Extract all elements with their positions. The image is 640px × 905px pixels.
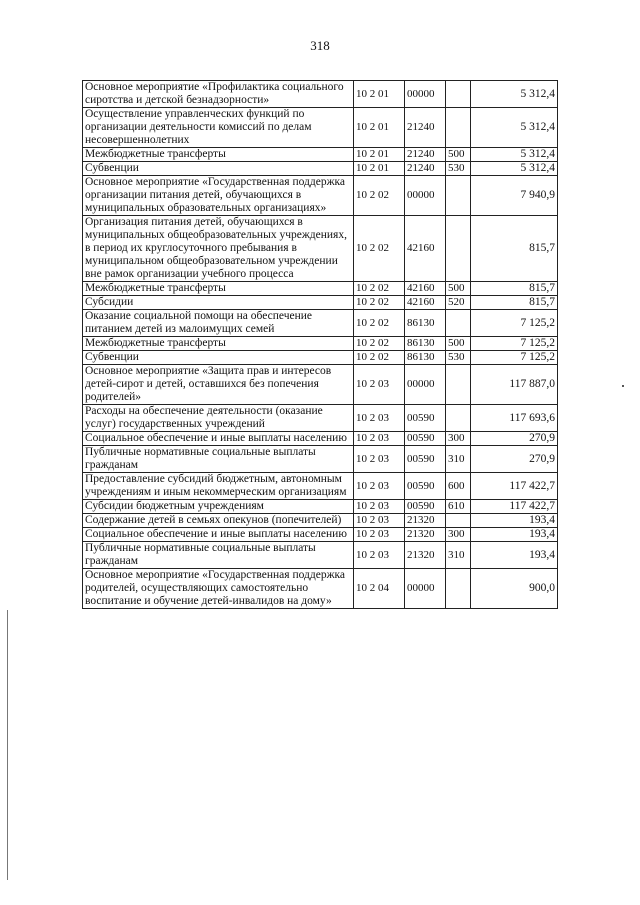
row-name-cell: Межбюджетные трансферты xyxy=(83,148,354,162)
row-type-cell xyxy=(446,108,471,148)
row-name-cell: Субвенции xyxy=(83,162,354,176)
row-name-cell: Осуществление управленческих функций по организации деятельности комиссий по делам несовершеннолетних xyxy=(83,108,354,148)
table-row xyxy=(83,296,558,310)
row-name-cell: Публичные нормативные социальные выплаты гражданам xyxy=(83,446,354,473)
row-name-cell: Основное мероприятие «Государственная поддержка организации питания детей, обучающихся в муниципальных образовательных организациях» xyxy=(83,176,354,216)
row-number-cell: 00590 xyxy=(405,500,446,514)
table-row xyxy=(83,446,558,473)
row-number-cell: 21320 xyxy=(405,528,446,542)
row-code-cell: 10 2 03 xyxy=(354,365,405,405)
row-code-cell: 10 2 03 xyxy=(354,514,405,528)
row-name-cell: Межбюджетные трансферты xyxy=(83,337,354,351)
budget-table xyxy=(82,80,558,609)
row-amount-cell: 5 312,4 xyxy=(471,81,558,108)
row-type-cell xyxy=(446,216,471,282)
row-name-cell: Расходы на обеспечение деятельности (оказание услуг) государственных учреждений xyxy=(83,405,354,432)
row-name-cell: Субвенции xyxy=(83,351,354,365)
row-type-cell: 610 xyxy=(446,500,471,514)
row-type-cell: 520 xyxy=(446,296,471,310)
row-number-cell: 21240 xyxy=(405,162,446,176)
row-number-cell: 00590 xyxy=(405,446,446,473)
row-code-cell: 10 2 01 xyxy=(354,81,405,108)
row-name-cell: Основное мероприятие «Профилактика социального сиротства и детской безнадзорности» xyxy=(83,81,354,108)
row-number-cell: 42160 xyxy=(405,216,446,282)
table-row xyxy=(83,500,558,514)
row-number-cell: 86130 xyxy=(405,310,446,337)
row-type-cell xyxy=(446,81,471,108)
row-number-cell: 00000 xyxy=(405,176,446,216)
row-type-cell: 530 xyxy=(446,351,471,365)
row-amount-cell: 815,7 xyxy=(471,296,558,310)
table-row xyxy=(83,176,558,216)
row-code-cell: 10 2 02 xyxy=(354,351,405,365)
row-amount-cell: 117 422,7 xyxy=(471,500,558,514)
row-number-cell: 00000 xyxy=(405,81,446,108)
row-amount-cell: 815,7 xyxy=(471,216,558,282)
row-code-cell: 10 2 03 xyxy=(354,500,405,514)
row-name-cell: Социальное обеспечение и иные выплаты населению xyxy=(83,528,354,542)
row-type-cell: 500 xyxy=(446,282,471,296)
table-row xyxy=(83,337,558,351)
row-number-cell: 00000 xyxy=(405,365,446,405)
row-number-cell: 42160 xyxy=(405,282,446,296)
row-code-cell: 10 2 02 xyxy=(354,310,405,337)
row-number-cell: 86130 xyxy=(405,337,446,351)
row-number-cell: 42160 xyxy=(405,296,446,310)
row-type-cell: 310 xyxy=(446,542,471,569)
row-amount-cell: 270,9 xyxy=(471,446,558,473)
table-row xyxy=(83,569,558,609)
row-type-cell: 500 xyxy=(446,337,471,351)
row-amount-cell: 117 422,7 xyxy=(471,473,558,500)
row-amount-cell: 193,4 xyxy=(471,514,558,528)
row-name-cell: Субсидии xyxy=(83,296,354,310)
row-code-cell: 10 2 01 xyxy=(354,148,405,162)
row-number-cell: 86130 xyxy=(405,351,446,365)
row-amount-cell: 7 940,9 xyxy=(471,176,558,216)
row-number-cell: 21240 xyxy=(405,148,446,162)
row-name-cell: Оказание социальной помощи на обеспечение питанием детей из малоимущих семей xyxy=(83,310,354,337)
row-code-cell: 10 2 02 xyxy=(354,282,405,296)
table-row xyxy=(83,310,558,337)
row-amount-cell: 117 887,0 xyxy=(471,365,558,405)
table-row xyxy=(83,108,558,148)
row-name-cell: Предоставление субсидий бюджетным, автономным учреждениям и иным некоммерческим организациям xyxy=(83,473,354,500)
table-row xyxy=(83,528,558,542)
row-amount-cell: 815,7 xyxy=(471,282,558,296)
table-row xyxy=(83,81,558,108)
row-type-cell: 500 xyxy=(446,148,471,162)
row-amount-cell: 7 125,2 xyxy=(471,310,558,337)
row-code-cell: 10 2 04 xyxy=(354,569,405,609)
table-row xyxy=(83,351,558,365)
row-amount-cell: 900,0 xyxy=(471,569,558,609)
row-amount-cell: 270,9 xyxy=(471,432,558,446)
row-type-cell: 300 xyxy=(446,432,471,446)
row-number-cell: 21240 xyxy=(405,108,446,148)
table-row xyxy=(83,473,558,500)
row-name-cell: Основное мероприятие «Государственная поддержка родителей, осуществляющих самостоятельно воспитание и обучение детей-инвалидов на дому» xyxy=(83,569,354,609)
row-code-cell: 10 2 01 xyxy=(354,108,405,148)
row-amount-cell: 7 125,2 xyxy=(471,337,558,351)
row-number-cell: 00590 xyxy=(405,405,446,432)
row-code-cell: 10 2 02 xyxy=(354,296,405,310)
table-row xyxy=(83,148,558,162)
table-row xyxy=(83,405,558,432)
row-name-cell: Содержание детей в семьях опекунов (попечителей) xyxy=(83,514,354,528)
table-row xyxy=(83,432,558,446)
row-name-cell: Социальное обеспечение и иные выплаты населению xyxy=(83,432,354,446)
row-number-cell: 00590 xyxy=(405,432,446,446)
row-type-cell xyxy=(446,365,471,405)
table-row xyxy=(83,282,558,296)
table-row xyxy=(83,542,558,569)
row-code-cell: 10 2 02 xyxy=(354,176,405,216)
row-type-cell xyxy=(446,310,471,337)
row-number-cell: 21320 xyxy=(405,514,446,528)
scan-margin-line xyxy=(7,610,8,880)
row-code-cell: 10 2 03 xyxy=(354,405,405,432)
row-type-cell: 530 xyxy=(446,162,471,176)
row-amount-cell: 193,4 xyxy=(471,528,558,542)
row-type-cell xyxy=(446,569,471,609)
row-name-cell: Публичные нормативные социальные выплаты гражданам xyxy=(83,542,354,569)
row-code-cell: 10 2 03 xyxy=(354,446,405,473)
row-code-cell: 10 2 03 xyxy=(354,473,405,500)
row-number-cell: 21320 xyxy=(405,542,446,569)
row-type-cell xyxy=(446,405,471,432)
row-amount-cell: 117 693,6 xyxy=(471,405,558,432)
row-number-cell: 00000 xyxy=(405,569,446,609)
scan-dot xyxy=(622,385,624,387)
row-type-cell: 600 xyxy=(446,473,471,500)
table-row xyxy=(83,365,558,405)
table-row xyxy=(83,162,558,176)
row-type-cell xyxy=(446,514,471,528)
row-amount-cell: 5 312,4 xyxy=(471,162,558,176)
row-amount-cell: 5 312,4 xyxy=(471,108,558,148)
row-code-cell: 10 2 03 xyxy=(354,432,405,446)
row-type-cell: 300 xyxy=(446,528,471,542)
page-number: 318 xyxy=(310,38,330,53)
table-row xyxy=(83,514,558,528)
budget-table-body xyxy=(83,81,558,609)
row-amount-cell: 193,4 xyxy=(471,542,558,569)
row-code-cell: 10 2 01 xyxy=(354,162,405,176)
row-name-cell: Организация питания детей, обучающихся в муниципальных общеобразовательных учреждениях, в период их круглосуточного пребывания в муниципальном общеобразовательном учреждении вне рамок организации учебного процесса xyxy=(83,216,354,282)
row-amount-cell: 7 125,2 xyxy=(471,351,558,365)
row-code-cell: 10 2 03 xyxy=(354,542,405,569)
table-row xyxy=(83,216,558,282)
row-code-cell: 10 2 02 xyxy=(354,216,405,282)
row-type-cell: 310 xyxy=(446,446,471,473)
row-code-cell: 10 2 02 xyxy=(354,337,405,351)
row-number-cell: 00590 xyxy=(405,473,446,500)
row-amount-cell: 5 312,4 xyxy=(471,148,558,162)
row-code-cell: 10 2 03 xyxy=(354,528,405,542)
row-name-cell: Межбюджетные трансферты xyxy=(83,282,354,296)
row-type-cell xyxy=(446,176,471,216)
row-name-cell: Субсидии бюджетным учреждениям xyxy=(83,500,354,514)
row-name-cell: Основное мероприятие «Защита прав и интересов детей-сирот и детей, оставшихся без попечения родителей» xyxy=(83,365,354,405)
